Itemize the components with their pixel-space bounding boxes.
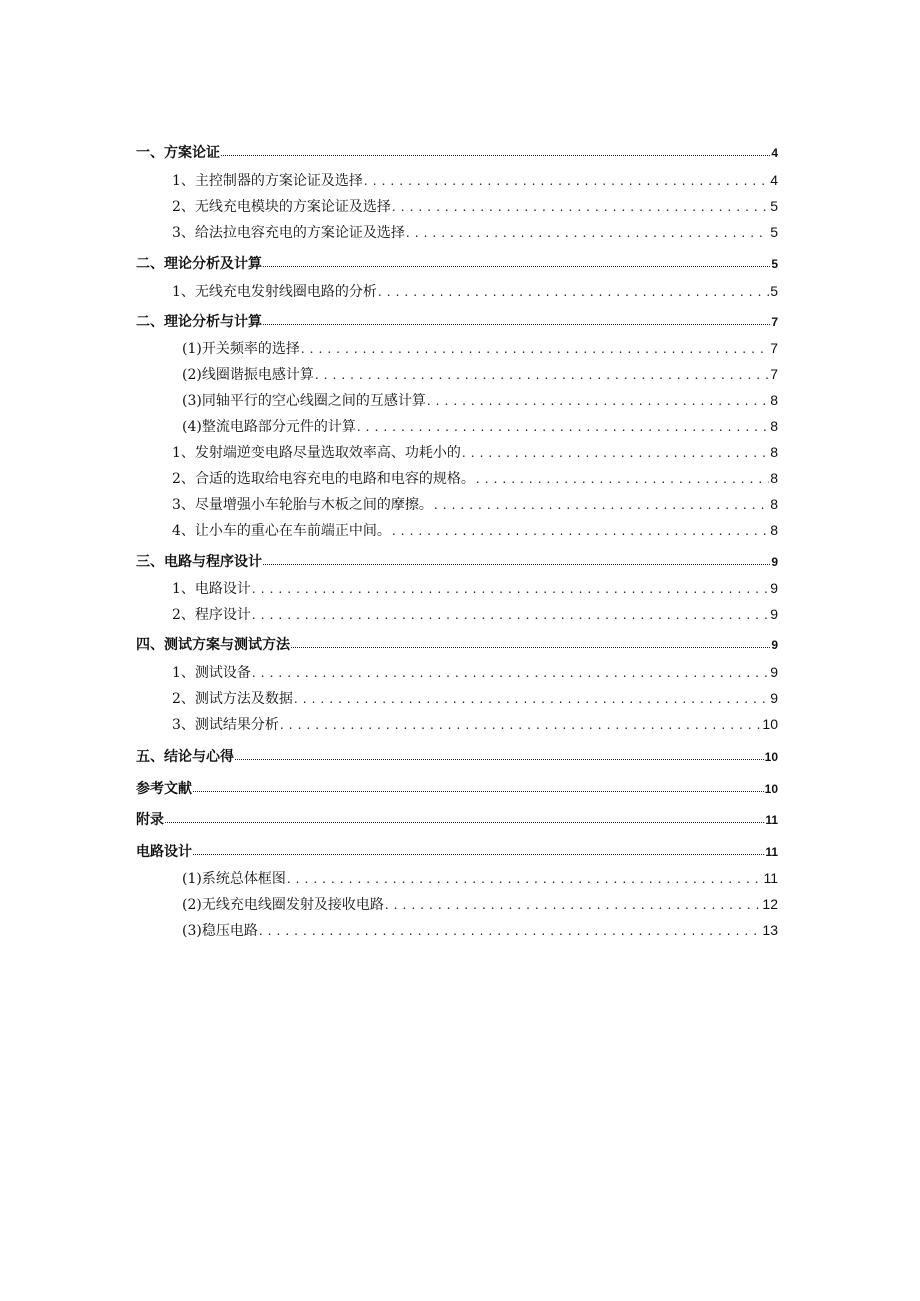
- toc-leader: [364, 173, 769, 189]
- toc-entry-page: 7: [770, 366, 778, 382]
- toc-entry[interactable]: [136, 496, 778, 513]
- toc-entry-title: (1)开关频率的选择: [182, 341, 300, 357]
- toc-entry[interactable]: [136, 922, 778, 939]
- toc-leader: [357, 419, 769, 435]
- toc-leader: [287, 871, 763, 887]
- toc-entry-title: 二、理论分析及计算: [136, 255, 262, 271]
- toc-entry-title: 3、测试结果分析: [172, 717, 279, 733]
- toc-entry[interactable]: [136, 870, 778, 887]
- toc-entry[interactable]: [136, 283, 778, 300]
- toc-entry[interactable]: [136, 811, 778, 828]
- toc-entry-title: (3)稳压电路: [182, 923, 258, 939]
- toc-entry-title: 3、给法拉电容充电的方案论证及选择: [172, 225, 405, 241]
- toc-entry-title: 电路设计: [136, 843, 192, 859]
- toc-entry-page: 5: [771, 257, 778, 271]
- toc-entry-page: 10: [762, 716, 778, 732]
- toc-entry[interactable]: [136, 664, 778, 681]
- toc-entry-title: (2)无线充电线圈发射及接收电路: [182, 897, 384, 913]
- toc-entry[interactable]: [136, 636, 778, 653]
- toc-leader: [392, 199, 769, 215]
- toc-leader: [392, 523, 769, 539]
- toc-entry-page: 11: [765, 813, 778, 827]
- toc-leader: [301, 341, 769, 357]
- toc-entry-title: (3)同轴平行的空心线圈之间的互感计算: [182, 393, 426, 409]
- toc-entry-title: 4、让小车的重心在车前端正中间。: [172, 523, 391, 539]
- toc-entry[interactable]: [136, 843, 778, 860]
- toc-entry-page: 5: [770, 224, 778, 240]
- toc-entry-page: 8: [770, 470, 778, 486]
- toc-entry[interactable]: [136, 418, 778, 435]
- toc-leader: [193, 780, 764, 792]
- toc-leader: [263, 553, 770, 565]
- toc-leader: [462, 445, 769, 461]
- toc-leader: [476, 471, 769, 487]
- toc-entry-page: 10: [764, 750, 778, 764]
- toc-leader: [259, 923, 762, 939]
- toc-leader: [235, 748, 764, 760]
- toc-leader: [406, 225, 769, 241]
- toc-entry[interactable]: [136, 392, 778, 409]
- toc-entry-page: 10: [764, 782, 778, 796]
- toc-leader: [221, 144, 770, 156]
- toc-entry-page: 8: [770, 392, 778, 408]
- toc-entry-page: 9: [770, 580, 778, 596]
- toc-leader: [165, 811, 764, 823]
- toc-entry-title: (4)整流电路部分元件的计算: [182, 419, 356, 435]
- toc-entry[interactable]: [136, 144, 778, 161]
- toc-entry-title: 2、测试方法及数据: [172, 691, 293, 707]
- toc-entry[interactable]: [136, 340, 778, 357]
- toc-entry[interactable]: [136, 522, 778, 539]
- toc-entry[interactable]: [136, 366, 778, 383]
- toc-entry-title: 3、尽量增强小车轮胎与木板之间的摩擦。: [172, 497, 433, 513]
- toc-entry-page: 8: [770, 418, 778, 434]
- toc-entry[interactable]: [136, 255, 778, 272]
- toc-entry-title: 四、测试方案与测试方法: [136, 636, 290, 652]
- toc-entry[interactable]: [136, 716, 778, 733]
- toc-entry-page: 8: [770, 496, 778, 512]
- toc-entry-page: 11: [765, 845, 778, 859]
- toc-leader: [252, 581, 769, 597]
- toc-entry[interactable]: [136, 748, 778, 765]
- toc-entry[interactable]: [136, 780, 778, 797]
- toc-leader: [385, 897, 762, 913]
- toc-entry-title: 三、电路与程序设计: [136, 553, 262, 569]
- toc-entry-title: 2、无线充电模块的方案论证及选择: [172, 199, 391, 215]
- toc-entry-title: 1、主控制器的方案论证及选择: [172, 173, 363, 189]
- toc-entry-page: 4: [771, 146, 778, 160]
- toc-entry-title: 1、测试设备: [172, 665, 251, 681]
- toc-leader: [193, 843, 764, 855]
- toc-entry-title: 附录: [136, 811, 164, 827]
- toc-leader: [263, 313, 770, 325]
- toc-leader: [252, 665, 769, 681]
- toc-entry[interactable]: [136, 224, 778, 241]
- toc-entry-page: 5: [770, 198, 778, 214]
- toc-entry-page: 8: [770, 444, 778, 460]
- toc-leader: [427, 393, 769, 409]
- toc-entry[interactable]: [136, 444, 778, 461]
- toc-entry-title: (1)系统总体框图: [182, 871, 286, 887]
- toc-entry-page: 13: [762, 922, 778, 938]
- toc-entry-page: 9: [771, 555, 778, 569]
- toc-entry-title: 2、合适的选取给电容充电的电路和电容的规格。: [172, 471, 475, 487]
- toc-entry-title: (2)线圈谐振电感计算: [182, 367, 314, 383]
- toc-entry-title: 二、理论分析与计算: [136, 313, 262, 329]
- toc-entry-page: 7: [771, 315, 778, 329]
- toc-entry-page: 11: [763, 870, 778, 886]
- toc-leader: [434, 497, 769, 513]
- toc-leader: [263, 255, 770, 267]
- toc-entry-page: 7: [770, 340, 778, 356]
- toc-entry-title: 1、电路设计: [172, 581, 251, 597]
- toc-leader: [252, 607, 769, 623]
- toc-leader: [294, 691, 769, 707]
- toc-entry[interactable]: [136, 172, 778, 189]
- toc-entry-page: 9: [770, 664, 778, 680]
- toc-entry-page: 12: [762, 896, 778, 912]
- toc-entry-title: 1、发射端逆变电路尽量选取效率高、功耗小的: [172, 445, 461, 461]
- toc-entry-title: 参考文献: [136, 780, 192, 796]
- toc-entry-page: 9: [770, 606, 778, 622]
- toc-entry-title: 一、方案论证: [136, 144, 220, 160]
- toc-leader: [378, 284, 769, 300]
- toc-entry[interactable]: [136, 553, 778, 570]
- toc-entry-title: 2、程序设计: [172, 607, 251, 623]
- toc-entry[interactable]: [136, 896, 778, 913]
- toc-entry-page: 5: [770, 283, 778, 299]
- toc-entry[interactable]: [136, 580, 778, 597]
- toc-entry-page: 9: [771, 638, 778, 652]
- toc-entry[interactable]: [136, 313, 778, 330]
- toc-entry-page: 9: [770, 690, 778, 706]
- toc-entry-title: 1、无线充电发射线圈电路的分析: [172, 284, 377, 300]
- toc-entry[interactable]: [136, 470, 778, 487]
- toc-entry[interactable]: [136, 690, 778, 707]
- toc-entry[interactable]: [136, 198, 778, 215]
- toc-entry[interactable]: [136, 606, 778, 623]
- toc-leader: [315, 367, 769, 383]
- toc-entry-title: 五、结论与心得: [136, 748, 234, 764]
- toc-leader: [280, 717, 762, 733]
- toc-entry-page: 8: [770, 522, 778, 538]
- toc-leader: [291, 636, 770, 648]
- toc-entry-page: 4: [770, 172, 778, 188]
